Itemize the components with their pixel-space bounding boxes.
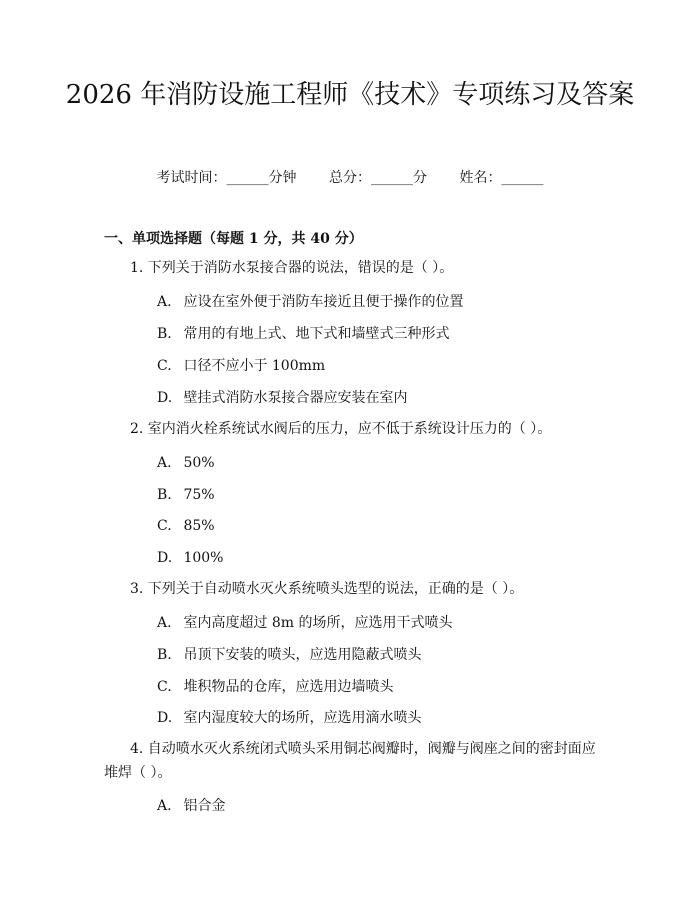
option-text: 常用的有地上式、地下式和墙壁式三种形式	[183, 326, 450, 342]
question-1-option-a	[157, 292, 463, 312]
exam-time-field: 考试时间：______分钟	[156, 170, 297, 186]
question-3-option-c	[157, 677, 393, 697]
question-2-option-a	[157, 453, 215, 473]
option-text: 堆积物品的仓库，应选用边墙喷头	[183, 679, 394, 695]
name-field: 姓名：______	[459, 170, 544, 186]
question-1-option-d	[157, 388, 407, 408]
option-text: 75%	[183, 487, 215, 503]
option-letter: A.	[157, 798, 172, 814]
option-text: 铝合金	[183, 798, 226, 814]
option-letter: C.	[157, 358, 172, 374]
question-4-option-a	[157, 796, 225, 816]
question-4: 4. 自动喷水灭火系统闭式喷头采用铜芯阀瓣时，阀瓣与阀座之间的密封面应堆焊（ ）。	[104, 741, 596, 781]
option-text: 室内湿度较大的场所，应选用滴水喷头	[183, 710, 422, 726]
total-score-field: 总分：______分	[329, 170, 427, 186]
question-3-option-d	[157, 708, 421, 728]
option-text: 吊顶下安装的喷头，应选用隐蔽式喷头	[183, 647, 422, 663]
document-title: 2026 年消防设施工程师《技术》专项练习及答案	[65, 80, 635, 110]
option-letter: B.	[157, 487, 172, 503]
option-letter: A.	[157, 455, 172, 471]
option-text: 口径不应小于 100mm	[183, 358, 326, 374]
option-letter: C.	[157, 518, 172, 534]
option-letter: A.	[157, 615, 172, 631]
option-letter: D.	[157, 550, 173, 566]
question-3-option-a	[157, 613, 453, 633]
option-text: 50%	[183, 455, 215, 471]
exam-info-line	[0, 168, 700, 188]
question-3-option-b	[157, 645, 421, 665]
option-letter: B.	[157, 326, 172, 342]
option-letter: C.	[157, 679, 172, 695]
question-2-option-d	[157, 548, 223, 568]
question-1-option-c	[157, 356, 325, 376]
option-letter: D.	[157, 710, 173, 726]
option-text: 室内高度超过 8m 的场所，应选用干式喷头	[183, 615, 453, 631]
question-1-option-b	[157, 324, 449, 344]
option-letter: D.	[157, 390, 173, 406]
option-text: 100%	[183, 550, 224, 566]
question-3: 3. 下列关于自动喷水灭火系统喷头选型的说法，正确的是（ ）。	[130, 581, 524, 597]
section-heading: 一、单项选择题（每题 1 分，共 40 分）	[104, 231, 363, 247]
option-text: 壁挂式消防水泵接合器应安装在室内	[183, 390, 408, 406]
option-letter: A.	[157, 294, 172, 310]
option-letter: B.	[157, 647, 172, 663]
option-text: 85%	[183, 518, 215, 534]
question-2: 2. 室内消火栓系统试水阀后的压力，应不低于系统设计压力的（ ）。	[130, 421, 552, 437]
question-2-option-c	[157, 516, 215, 536]
question-2-option-b	[157, 485, 215, 505]
option-text: 应设在室外便于消防车接近且便于操作的位置	[183, 294, 464, 310]
question-1: 1. 下列关于消防水泵接合器的说法，错误的是（ ）。	[130, 260, 454, 276]
